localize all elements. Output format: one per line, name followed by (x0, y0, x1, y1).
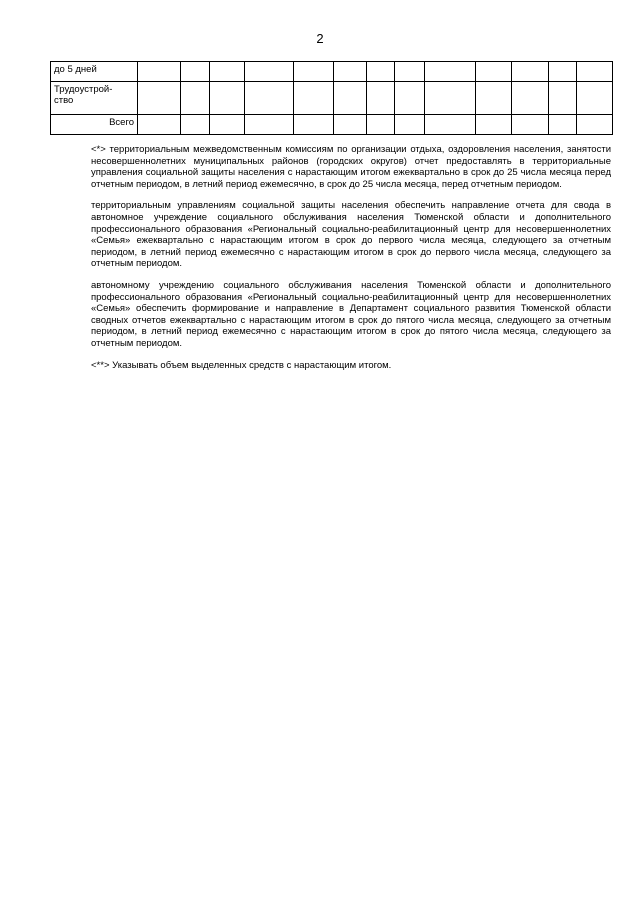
footnote-paragraph: <*> территориальным межведомственным комиссиям по организации отдыха, оздоровления населения, занятости несовершеннолетних муниципальных районов (городских округов) отчет предоставлять в территориальные управления социальной защиты населения с нарастающим итогом ежеквартально в срок до 25 числа месяца перед отчетным периодом, в летний период ежемесячно, в срок до 25 числа месяца, перед отчетным периодом. (91, 144, 611, 190)
table-row (51, 115, 613, 135)
footnote-paragraph: автономному учреждению социального обслуживания населения Тюменской области и дополнительного профессионального образования «Региональный социально-реабилитационный центр для несовершеннолетних «Семья» обеспечить формирование и направление в Департамент социального развития Тюменской области сводных отчетов ежеквартально с нарастающим итогом в срок до пятого числа месяца, следующего за отчетным периодом, в летний период ежемесячно с нарастающим итогом в срок до пятого числа месяца, следующего за отчетным периодом. (91, 279, 611, 349)
table-row (51, 82, 613, 115)
footnotes (91, 144, 611, 381)
report-table (50, 61, 613, 135)
table-row (51, 62, 613, 82)
row-label: до 5 дней (51, 62, 138, 82)
footnote-paragraph: территориальным управлениям социальной защиты населения обеспечить направление отчета для свода в автономное учреждение социального обслуживания населения Тюменской области и дополнительного профессионального образования «Региональный социально-реабилитационный центр для несовершеннолетних «Семья» ежеквартально с нарастающим итогом в срок до первого числа месяца, следующего за отчетным периодом, в летний период ежемесячно с нарастающим итогом в срок до первого числа месяца, следующего за отчетным периодом. (91, 200, 611, 270)
row-label: Трудоустрой- ство (51, 82, 138, 115)
row-label-total: Всего (51, 115, 138, 135)
footnote-paragraph: <**> Указывать объем выделенных средств с нарастающим итогом. (91, 359, 392, 371)
page-number: 2 (316, 31, 324, 46)
